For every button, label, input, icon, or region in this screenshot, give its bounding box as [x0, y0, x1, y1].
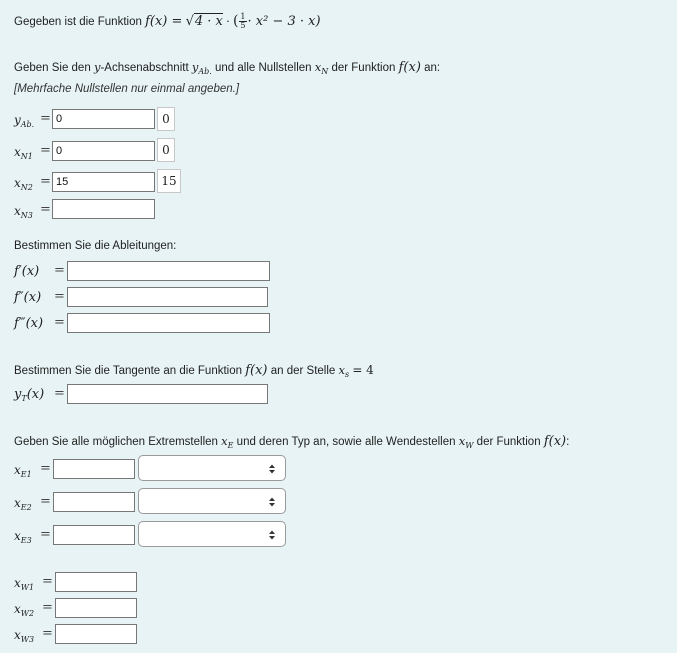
q1-part3: und alle Nullstellen [215, 62, 312, 74]
q4-fx: f(x) [543, 434, 567, 449]
q1-note: [Mehrfache Nullstellen nur einmal angeben.] [14, 83, 240, 95]
q1-part1: Geben Sie den [14, 62, 91, 74]
function-statement: Gegeben ist die Funktion f(x) = √4 · x · ( $\frac{1}{5}$ · x² − 3 · x) [14, 12, 321, 31]
label-f-triple-prime: f‴(x) [14, 316, 44, 331]
q4-part2: und deren Typ an, sowie alle Wendestellen [236, 436, 456, 448]
q4-part1: Geben Sie alle möglichen Extremstellen [14, 436, 218, 448]
intro-open-paren: ( [232, 13, 239, 29]
label-x-n2: $x_{N2}$ [14, 176, 33, 192]
x-e2-input[interactable] [53, 492, 135, 512]
intro-fraction [239, 13, 246, 30]
q1-y-letter: y [93, 60, 101, 74]
x-e3-type-select[interactable] [138, 521, 286, 547]
x-n2-input[interactable] [52, 172, 155, 192]
label-f-prime: f′(x) [14, 264, 40, 279]
updown-arrow-icon [268, 463, 276, 475]
x-n1-result: 0 [157, 138, 175, 162]
label-x-e1: $x_{E1}$ [14, 463, 32, 479]
label-x-n1: $x_{N1}$ [14, 145, 33, 161]
tangent-input[interactable] [67, 384, 268, 404]
updown-arrow-icon [268, 529, 276, 541]
intro-func-name: f(x) = [145, 14, 183, 29]
label-x-e2: $x_{E2}$ [14, 496, 32, 512]
x-e3-input[interactable] [53, 525, 135, 545]
x-e2-type-select[interactable] [138, 488, 286, 514]
f-triple-prime-input[interactable] [67, 313, 270, 333]
eq-sign: = [40, 494, 51, 509]
q4-heading [14, 434, 569, 449]
x-e1-type-select[interactable] [138, 455, 286, 481]
q1-x-n-sub: N [321, 67, 329, 76]
f-prime-input[interactable] [67, 261, 270, 281]
label-x-w3: $x_{W3}$ [14, 628, 35, 644]
q1-y-ab-sub: Ab. [198, 67, 212, 76]
q4-xw: x [458, 434, 466, 448]
q3-part1: Bestimmen Sie die Tangente an die Funktion [14, 365, 243, 377]
eq-sign: = [40, 111, 51, 126]
intro-frac-num: 1 [240, 12, 246, 22]
label-y-ab: $y_{Ab.}$ [14, 113, 35, 129]
x-e1-input[interactable] [53, 459, 135, 479]
q3-xs-val: = 4 [352, 363, 374, 377]
eq-sign: = [54, 289, 65, 304]
eq-sign: = [42, 626, 53, 641]
q3-xs: x [338, 363, 345, 377]
q4-xw-sub: W [465, 441, 474, 450]
label-x-w2: $x_{W2}$ [14, 602, 35, 618]
intro-lead: Gegeben ist die Funktion [14, 16, 142, 28]
x-w1-input[interactable] [55, 572, 137, 592]
intro-sqrt-radicand: 4 · x [194, 14, 223, 29]
x-w2-input[interactable] [55, 598, 137, 618]
label-y-t: $y_T(x)$ [14, 387, 45, 403]
q3-heading [14, 363, 374, 378]
q3-xs-sub: s [345, 370, 350, 379]
eq-sign: = [54, 315, 65, 330]
y-ab-input[interactable] [52, 109, 155, 129]
updown-arrow-icon [268, 496, 276, 508]
intro-frac-den: 5 [240, 21, 246, 31]
intro-rest: · x² − 3 · x) [247, 14, 321, 29]
intro-dot: · [226, 14, 230, 28]
x-n2-result: 15 [157, 169, 181, 193]
eq-sign: = [42, 574, 53, 589]
eq-sign: = [40, 202, 51, 217]
eq-sign: = [40, 143, 51, 158]
q1-part5: an: [424, 62, 441, 74]
x-w3-input[interactable] [55, 624, 137, 644]
y-ab-result: 0 [157, 107, 175, 131]
q3-part2: an der Stelle [270, 365, 336, 377]
x-n3-input[interactable] [52, 199, 155, 219]
eq-sign: = [42, 600, 53, 615]
q4-xe: x [221, 434, 228, 448]
q2-heading: Bestimmen Sie die Ableitungen: [14, 240, 177, 252]
label-x-w1: $x_{W1}$ [14, 576, 35, 592]
q4-part3: der Funktion [476, 436, 541, 448]
eq-sign: = [40, 174, 51, 189]
label-x-e3: $x_{E3}$ [14, 529, 32, 545]
label-x-n3: $x_{N3}$ [14, 204, 33, 220]
eq-sign: = [40, 527, 51, 542]
q1-x-n: x [314, 60, 322, 74]
q4-colon: : [566, 436, 570, 448]
eq-sign: = [40, 461, 51, 476]
eq-sign: = [54, 386, 65, 401]
q1-y-ab: y [191, 60, 199, 74]
q1-part4: der Funktion [331, 62, 396, 74]
x-n1-input[interactable] [52, 141, 155, 161]
q1-fx: f(x) [398, 60, 421, 75]
f-double-prime-input[interactable] [67, 287, 268, 307]
q3-fx: f(x) [245, 363, 268, 378]
q4-xe-sub: E [227, 441, 234, 450]
eq-sign: = [54, 263, 65, 278]
q1-heading [14, 60, 440, 75]
label-f-double-prime: f″(x) [14, 290, 42, 305]
q1-part2: -Achsenabschnitt [100, 62, 189, 74]
